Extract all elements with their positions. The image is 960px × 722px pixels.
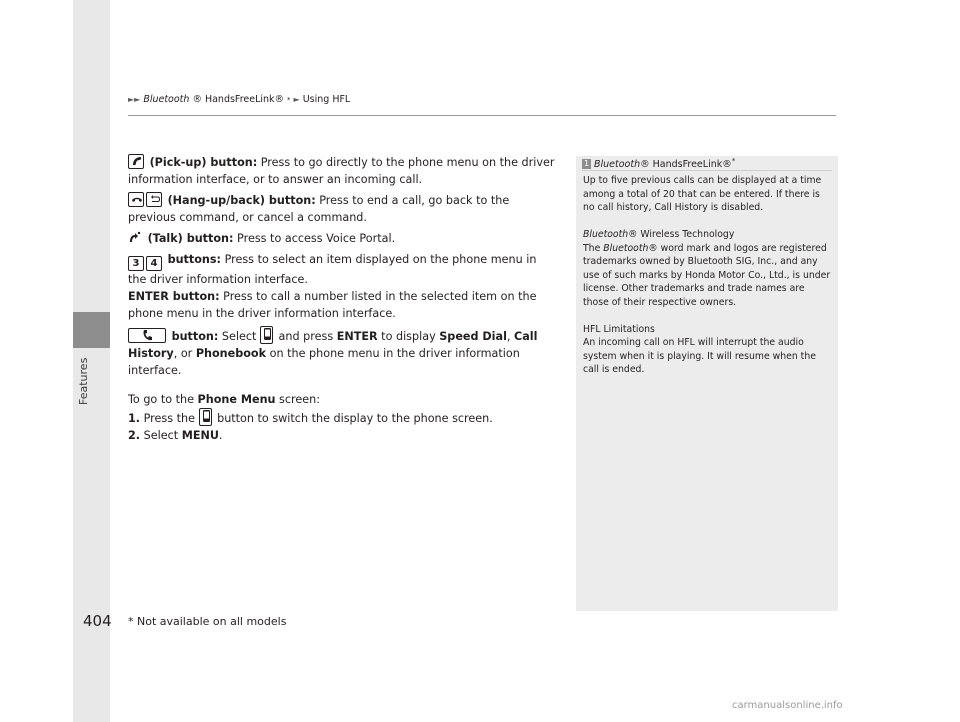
sidebar-asterisk: * [731, 157, 736, 165]
down-arrow-icon: 4 [146, 256, 162, 271]
wireless-title-brand: Bluetooth [583, 229, 629, 240]
hangup-label: (Hang-up/back) button: [167, 194, 316, 207]
goto-suffix: screen: [275, 393, 321, 406]
phone-button-icon [128, 328, 166, 343]
enter-paragraph [128, 288, 558, 322]
wireless-text: ® word mark and logos are registered trademarks owned by Bluetooth SIG, Inc., and any use of such marks by Honda Motor Co., Ltd., is under license. Other trademarks and trade names are those of their respective owners. [583, 242, 831, 308]
phone-button-label: button: [171, 330, 219, 343]
talk-icon [128, 230, 142, 244]
phone-button-text1: Select [218, 330, 260, 343]
hangup-paragraph [128, 192, 558, 226]
breadcrumb-bluetooth: Bluetooth [143, 94, 190, 105]
page-number: 404 [83, 612, 112, 630]
phone-button-enter: ENTER [336, 330, 378, 343]
sidebar-para-limitations [583, 323, 833, 377]
step-1-number: 1. [128, 412, 141, 425]
wireless-text-brand: Bluetooth [603, 242, 649, 254]
wireless-text-prefix: The [583, 242, 604, 254]
step-2-number: 2. [128, 429, 141, 442]
step-1-text2: button to switch the display to the phone screen. [213, 412, 493, 425]
goto-paragraph [128, 391, 558, 408]
step-2-text1: Select [140, 429, 182, 442]
phone-screen-icon [199, 408, 212, 426]
wireless-title: ® Wireless Technology [628, 229, 735, 240]
phone-button-text4: on the phone menu in the driver information interface. [128, 347, 520, 377]
watermark: carmanualsonline.info [732, 700, 843, 711]
breadcrumb [128, 94, 350, 105]
step-1 [128, 408, 558, 427]
up-arrow-icon: 3 [128, 256, 144, 271]
sidebar-reference-number: 1 [583, 158, 590, 168]
call-history-label: Call History [128, 330, 538, 360]
goto-prefix: To go to the [128, 393, 198, 406]
arrows-paragraph [128, 251, 558, 288]
phone-button-or: , or [173, 347, 196, 360]
breadcrumb-asterisk: * [287, 95, 291, 104]
menu-label: MENU [181, 429, 219, 442]
talk-label: (Talk) button: [147, 232, 234, 245]
phonebook-label: Phonebook [195, 347, 267, 360]
phone-screen-icon [260, 326, 273, 344]
sidebar-title-suffix: ® HandsFreeLink® [640, 159, 732, 171]
footnote: * Not available on all models [128, 615, 287, 628]
sidebar-body [583, 174, 833, 390]
talk-paragraph [128, 230, 558, 247]
phone-button-paragraph [128, 326, 558, 379]
enter-text: Press to call a number listed in the selected item on the phone menu in the driver information interface. [128, 290, 537, 320]
enter-label: ENTER button: [128, 290, 220, 303]
step-1-text1: Press the [140, 412, 199, 425]
speed-dial-label: Speed Dial [439, 330, 507, 343]
hangup-icon [128, 192, 144, 207]
sidebar-divider [582, 170, 832, 171]
side-tab-marker [73, 312, 110, 348]
step-2-dot: . [218, 429, 223, 442]
pickup-label: (Pick-up) button: [149, 156, 258, 169]
breadcrumb-using-hfl: Using HFL [302, 94, 351, 105]
arrows-text: Press to select an item displayed on the phone menu in the driver information interface. [128, 253, 537, 286]
header-divider [128, 115, 836, 116]
limitations-text: An incoming call on HFL will interrupt the audio system when it is playing. It will resume when the call is ended. [583, 337, 816, 375]
pickup-text: Press to go directly to the phone menu on the driver information interface, or to answer an incoming call. [128, 156, 555, 186]
hangup-text: Press to end a call, go back to the previous command, or cancel a command. [128, 194, 510, 224]
phone-button-text3: to display [377, 330, 440, 343]
limitations-title: HFL Limitations [583, 323, 655, 335]
phone-menu-label: Phone Menu [197, 393, 276, 406]
pickup-paragraph [128, 154, 558, 188]
sidebar-header [576, 156, 838, 171]
sidebar-notes [576, 156, 838, 611]
back-icon [146, 192, 162, 207]
breadcrumb-arrow-icon: ► [293, 95, 300, 104]
phone-button-text2: and press [275, 330, 337, 343]
pickup-icon [128, 154, 144, 169]
phone-button-comma: , [506, 330, 515, 343]
side-tab-label: Features [77, 357, 90, 405]
breadcrumb-arrow-icon: ►► [128, 95, 141, 104]
sidebar-para-call-history: Up to five previous calls can be displayed at a time among a total of 20 that can be entered. If there is no call history, Call History is disabled. [583, 175, 822, 213]
breadcrumb-handsfreelink: ® HandsFreeLink® [192, 94, 285, 105]
arrows-label: buttons: [167, 253, 222, 266]
talk-text: Press to access Voice Portal. [233, 232, 396, 245]
step-2 [128, 427, 558, 444]
main-content [128, 154, 558, 444]
sidebar-para-wireless [583, 228, 833, 309]
sidebar-title: Bluetooth [594, 159, 641, 171]
